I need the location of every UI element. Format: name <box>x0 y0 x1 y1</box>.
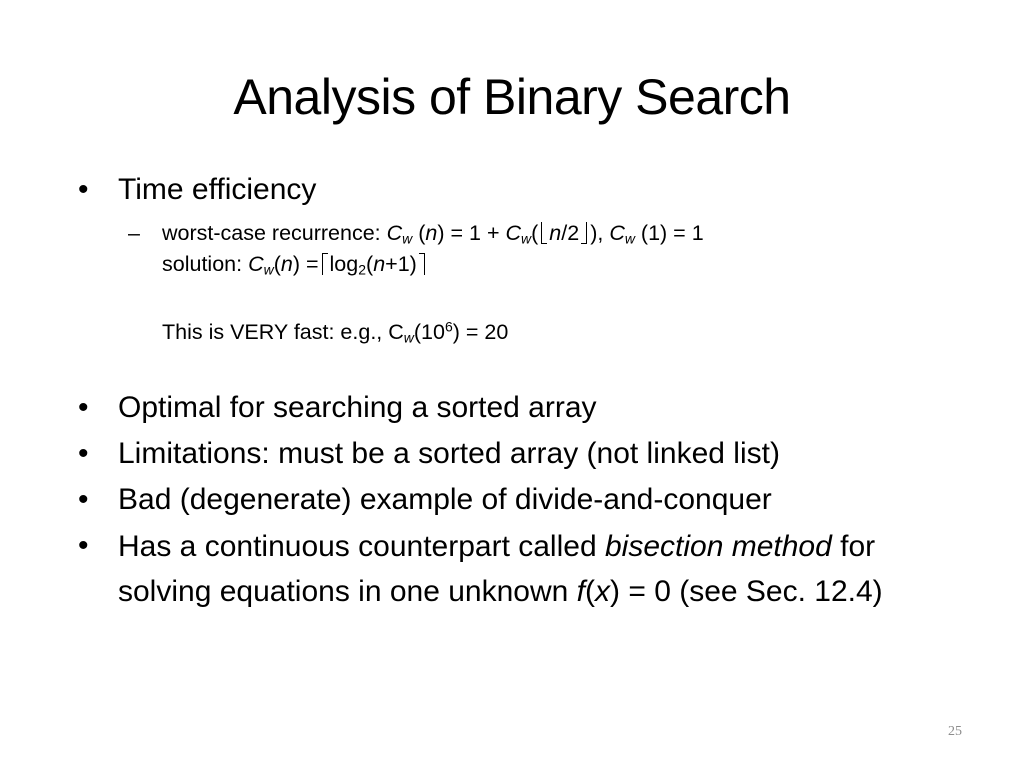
bullet-marker: • <box>78 483 89 516</box>
bullet-text: Has a continuous counterpart called bisection method for solving equations in one unknown f(x) = 0 (see Sec. 12.4) <box>118 530 883 608</box>
solution-line: solution: $C_w(n) = \log_2(n+1)$ <box>162 249 882 280</box>
ceiling-right-bracket <box>419 253 425 275</box>
ceiling-left-bracket <box>322 253 328 275</box>
sub-bullet-dash: – <box>128 221 140 245</box>
recurrence-line: worst-case recurrence: $C_w$ $(n) = 1 + C_w$( n/2 ), $C_w$ (1) = 1 <box>162 221 704 247</box>
bullet-marker: • <box>78 529 89 562</box>
floor-left-bracket <box>541 222 547 244</box>
bullet-text: Optimal for searching a sorted array <box>118 391 597 424</box>
fast-example-line: This is VERY fast: e.g., $C_w(10^6) = 20$ <box>162 318 509 346</box>
bullet-marker: • <box>78 437 89 470</box>
page-number: 25 <box>948 724 962 739</box>
slide-title: Analysis of Binary Search <box>233 69 791 125</box>
bullet-text: Bad (degenerate) example of divide-and-conquer <box>118 483 772 516</box>
floor-right-bracket <box>581 222 587 244</box>
sub-bullet-lines <box>162 218 882 348</box>
bullet-text: Limitations: must be a sorted array (not linked list) <box>118 437 780 470</box>
bullet-marker: • <box>78 173 89 206</box>
bullet-marker: • <box>78 391 89 424</box>
bullet-text: Time efficiency <box>118 173 317 206</box>
